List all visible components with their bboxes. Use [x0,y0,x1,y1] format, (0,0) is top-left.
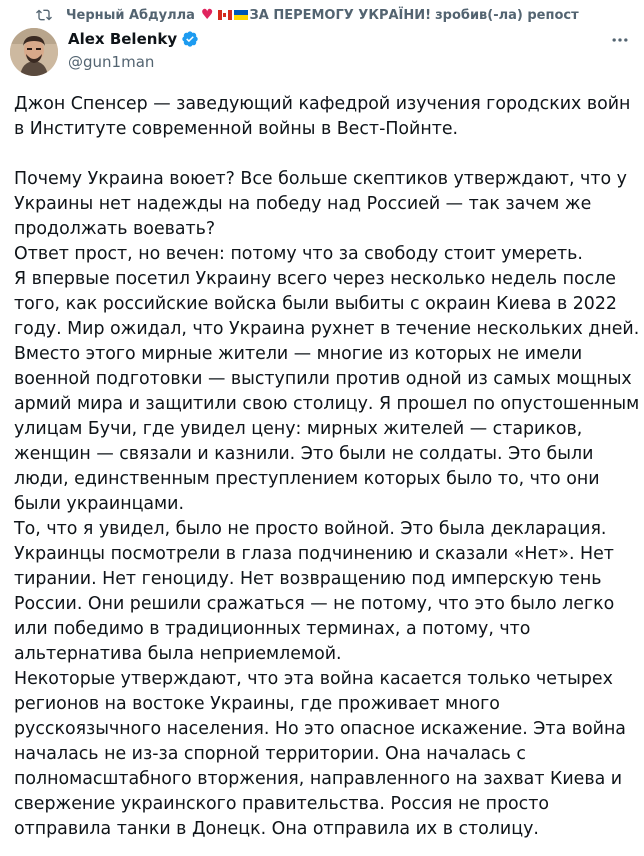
repost-user-status: ЗА ПЕРЕМОГУ УКРАЇНИ! [249,7,432,23]
ukraine-flag-icon [234,10,248,20]
heart-emoji-icon: ♥ [200,7,214,23]
post-paragraph: Я впервые посетил Украину всего через несколько недель после того, как российские войска были выбиты с окраин Киева в 2022 году. Мир ожидал, что Украина рухнет в течение нескольких дней. Вместо этого мирные жители — многие из которых не имели военной подготовки — выступили против одной из самых мощных армий мира и защитили свою столицу. Я прошел по опустошенным улицам Бучи, где увидел цену: мирных жителей — стариков, женщин — связали и казнили. Это были не солдаты. Это были люди, единственным преступлением которых было то, что они были украинцами. [14,269,640,514]
repost-action-text: зробив(-ла) репост [435,7,579,23]
post-paragraph: То, что я увидел, было не просто войной. Это была декларация. Украинцы посмотрели в глаза подчинению и сказали «Нет». Нет тирании. Нет геноциду. Нет возвращению под имперскую тень России. Они решили сражаться — не потому, что это было легко или победимо в традиционных терминах, а потому, что альтернатива была неприемлемой. [14,519,615,664]
post-paragraph: Ответ прост, но вечен: потому что за свободу стоит умереть. [14,244,583,264]
more-options-icon[interactable] [608,30,632,50]
author-name[interactable]: Alex Belenky [68,30,178,48]
verified-badge-icon [181,30,199,48]
repost-header[interactable] [36,4,579,26]
post-paragraph: Джон Спенсер — заведующий кафедрой изучения городских войн в Институте современной войны в Вест-Пойнте. [14,94,631,139]
repost-user-name[interactable]: Черный Абдулла [66,7,195,23]
author-name-row[interactable] [68,30,199,48]
avatar[interactable] [10,28,58,76]
author-handle[interactable]: @gun1man [68,53,155,71]
post-text [14,92,640,842]
avatar-image [10,28,58,76]
repost-icon [36,7,52,23]
post-paragraph: Некоторые утверждают, что эта война касается только четырех регионов на востоке Украины, где проживает много русскоязычного населения. Но это опасное искажение. Эта война началась не из-за спорной территории. Она началась с полномасштабного вторжения, направленного на захват Киева и свержение украинского правительства. Россия не просто отправила танки в Донецк. Она отправила их в столицу. [14,669,626,839]
post-paragraph: Почему Украина воюет? Все больше скептиков утверждают, что у Украины нет надежды на победу над Россией — так зачем же продолжать воевать? [14,169,627,239]
paragraph-gap [14,142,640,167]
canada-flag-icon [218,10,232,20]
more-options-dots [610,30,630,50]
